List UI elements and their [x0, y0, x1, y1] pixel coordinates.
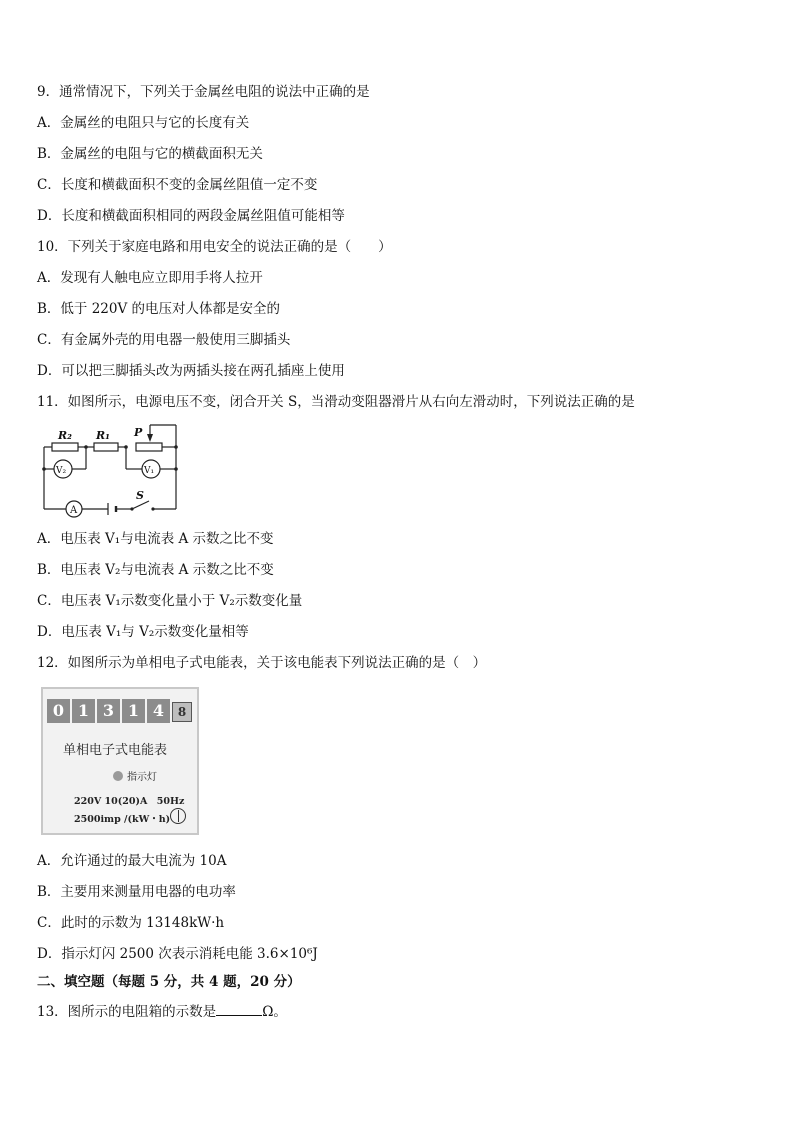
meter-digit: 0 — [47, 699, 70, 723]
meter-decimal-digit: 8 — [172, 702, 192, 722]
a-label: A — [70, 505, 78, 516]
question-10-stem: 10．下列关于家庭电路和用电安全的说法正确的是（ ） — [37, 239, 392, 255]
v2-label: V₂ — [56, 466, 67, 476]
question-11-option-c: C．电压表 V₁示数变化量小于 V₂示数变化量 — [37, 593, 303, 609]
question-9-option-b: B．金属丝的电阻与它的横截面积无关 — [37, 146, 263, 162]
meter-digit: 4 — [147, 699, 170, 723]
meter-spec-line-1: 220V 10(20)A 50Hz — [74, 796, 185, 807]
indicator-lamp-icon — [113, 771, 123, 781]
meter-digit: 1 — [122, 699, 145, 723]
question-10-option-c: C．有金属外壳的用电器一般使用三脚插头 — [37, 332, 291, 348]
p-label: P — [134, 426, 143, 439]
meter-dial-icon — [170, 808, 186, 824]
question-10-option-a: A．发现有人触电应立即用手将人拉开 — [37, 270, 263, 286]
question-13-text-before: 13．图所示的电阻箱的示数是 — [37, 1004, 217, 1020]
question-9-option-a: A．金属丝的电阻只与它的长度有关 — [37, 115, 250, 131]
question-9-option-c: C．长度和横截面积不变的金属丝阻值一定不变 — [37, 177, 318, 193]
s-label: S — [136, 489, 144, 502]
meter-spec-line-2: 2500imp /(kW・h) — [74, 814, 171, 825]
v1-label: V₁ — [144, 466, 155, 476]
meter-digit: 1 — [72, 699, 95, 723]
question-9-stem: 9．通常情况下，下列关于金属丝电阻的说法中正确的是 — [37, 84, 370, 100]
r2-resistor — [52, 443, 78, 451]
question-11-option-a: A．电压表 V₁与电流表 A 示数之比不变 — [37, 531, 274, 547]
question-9-option-d: D．长度和横截面积相同的两段金属丝阻值可能相等 — [37, 208, 345, 224]
question-13-stem — [37, 1003, 287, 1021]
question-10-option-d: D．可以把三脚插头改为两插头接在两孔插座上使用 — [37, 363, 345, 379]
meter-title: 单相电子式电能表 — [63, 743, 168, 758]
question-12-option-c: C．此时的示数为 13148kW·h — [37, 915, 225, 931]
question-10-option-b: B．低于 220V 的电压对人体都是安全的 — [37, 301, 281, 317]
section-2-heading: 二、填空题（每题 5 分，共 4 题，20 分） — [37, 974, 301, 990]
question-12-option-b: B．主要用来测量用电器的电功率 — [37, 884, 236, 900]
r2-label: R₂ — [58, 429, 72, 442]
meter-indicator — [113, 768, 157, 783]
question-11-option-d: D．电压表 V₁与 V₂示数变化量相等 — [37, 624, 249, 640]
meter-digit: 3 — [97, 699, 120, 723]
electric-meter-figure — [41, 687, 199, 835]
question-13-text-after: Ω。 — [262, 1004, 287, 1020]
circuit-diagram — [38, 421, 184, 523]
r1-label: R₁ — [96, 429, 110, 442]
question-11-option-b: B．电压表 V₂与电流表 A 示数之比不变 — [37, 562, 274, 578]
question-12-option-a: A．允许通过的最大电流为 10A — [37, 853, 227, 869]
r1-resistor — [94, 443, 118, 451]
rheostat — [136, 443, 162, 451]
question-12-stem: 12．如图所示为单相电子式电能表，关于该电能表下列说法正确的是（ ） — [37, 655, 487, 671]
indicator-label: 指示灯 — [127, 772, 157, 783]
meter-digit-display — [47, 699, 192, 723]
question-11-stem: 11．如图所示，电源电压不变，闭合开关 S，当滑动变阻器滑片从右向左滑动时，下列说法正确的是 — [37, 394, 635, 410]
slider-arrow — [147, 434, 153, 442]
answer-blank — [216, 1003, 262, 1016]
question-12-option-d: D．指示灯闪 2500 次表示消耗电能 3.6×10⁶J — [37, 946, 318, 962]
